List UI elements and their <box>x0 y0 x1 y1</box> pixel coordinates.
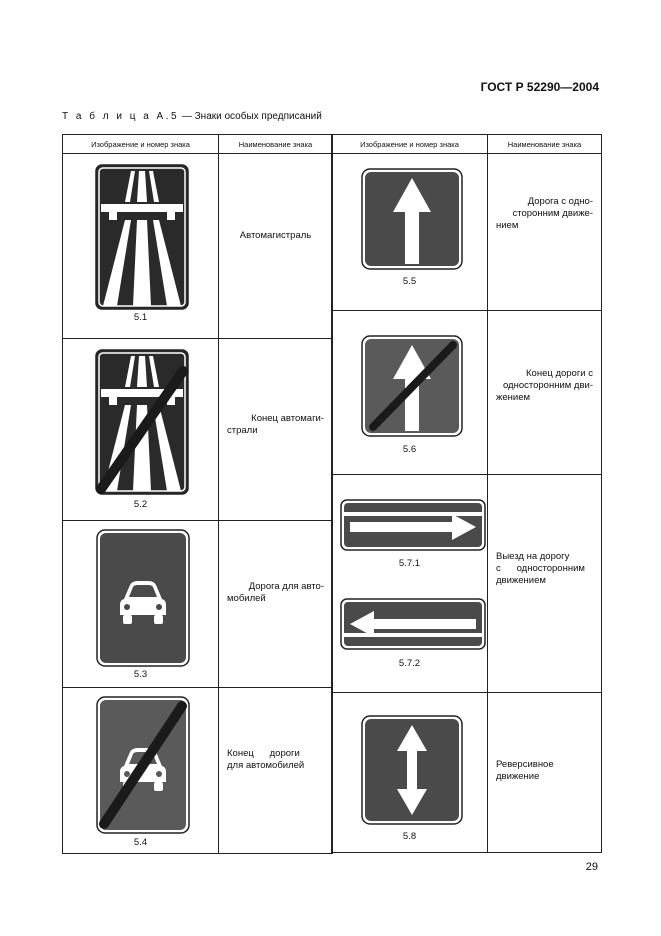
table-row <box>331 311 602 475</box>
sign-cell <box>63 339 219 520</box>
sign-number: 5.3 <box>133 669 148 680</box>
table-row <box>331 693 602 853</box>
sign-name-text: мобилей <box>227 593 266 604</box>
sign-cell <box>332 693 488 852</box>
sign-name <box>488 475 601 692</box>
table-row <box>62 154 333 339</box>
table-left-half <box>62 134 333 854</box>
sign-name <box>219 688 332 853</box>
sign-cell <box>332 311 488 474</box>
sign-cell <box>63 154 219 338</box>
sign-name-text: для автомобилей <box>227 760 305 771</box>
header-name-column: Наименование знака <box>507 139 582 149</box>
sign-name-text: нием <box>496 220 519 231</box>
sign-name <box>488 154 601 310</box>
sign-name <box>488 311 601 474</box>
table-header <box>331 134 602 154</box>
sign-number: 5.7.2 <box>398 658 421 669</box>
sign-name-text: односторонним дви- <box>502 380 593 391</box>
sign-number: 5.2 <box>133 499 148 510</box>
table-row <box>62 521 333 688</box>
sign-name-text: Дорога для авто- <box>248 581 324 592</box>
sign-name-text: Реверсивное <box>496 759 554 770</box>
sign-name <box>488 693 601 852</box>
table-row <box>62 339 333 521</box>
sign-number: 5.5 <box>402 276 417 287</box>
sign-name-text: Дорога с одно- <box>527 196 593 207</box>
sign-name-text: жением <box>496 392 531 403</box>
sign-cell <box>63 521 219 687</box>
sign-number: 5.6 <box>402 444 417 455</box>
road-for-cars-sign-icon <box>96 529 190 667</box>
table-row <box>331 154 602 311</box>
table-caption <box>62 111 322 122</box>
sign-cell <box>63 688 219 853</box>
motorway-sign-icon <box>95 164 189 310</box>
sign-number: 5.1 <box>133 312 148 323</box>
sign-name-text: движение <box>496 771 540 782</box>
sign-name-text: движением <box>496 575 546 586</box>
end-of-one-way-road-sign-icon <box>361 335 463 437</box>
exit-to-one-way-road-right-sign-icon <box>340 499 486 551</box>
sign-name-text: Конец автомаги- <box>251 413 324 424</box>
sign-name-text: с односторонним <box>496 563 585 574</box>
page-number: 29 <box>585 861 598 873</box>
header-image-column: Изображение и номер знака <box>332 135 488 153</box>
table-row <box>62 688 333 854</box>
standard-designation: ГОСТ Р 52290—2004 <box>480 80 599 94</box>
sign-number: 5.7.1 <box>398 558 421 569</box>
sign-name <box>219 154 332 338</box>
one-way-road-sign-icon <box>361 168 463 270</box>
sign-name-text: страли <box>227 425 258 436</box>
header-image-column: Изображение и номер знака <box>63 135 219 153</box>
sign-cell <box>332 154 488 310</box>
table-row <box>331 475 602 693</box>
sign-name-text: Конец дороги с <box>526 368 593 379</box>
sign-name <box>219 339 332 520</box>
table-caption-title: — Знаки особых предписаний <box>179 111 322 122</box>
reversible-traffic-sign-icon <box>361 715 463 825</box>
end-of-road-for-cars-sign-icon <box>96 696 190 834</box>
sign-number: 5.8 <box>402 831 417 842</box>
sign-name-text: Автомагистраль <box>239 230 312 241</box>
exit-to-one-way-road-left-sign-icon <box>340 598 486 650</box>
table-right-half <box>331 134 602 853</box>
table-header <box>62 134 333 154</box>
sign-number: 5.4 <box>133 837 148 848</box>
sign-name <box>219 521 332 687</box>
end-of-motorway-sign-icon <box>95 349 189 495</box>
sign-name-text: Выезд на дорогу <box>496 551 570 562</box>
header-name-column: Наименование знака <box>238 139 313 149</box>
sign-name-text: Конец дороги <box>227 748 300 759</box>
sign-cell <box>332 475 488 692</box>
sign-name-text: сторонним движе- <box>512 208 593 219</box>
table-caption-prefix: Т а б л и ц а А.5 <box>62 111 180 122</box>
